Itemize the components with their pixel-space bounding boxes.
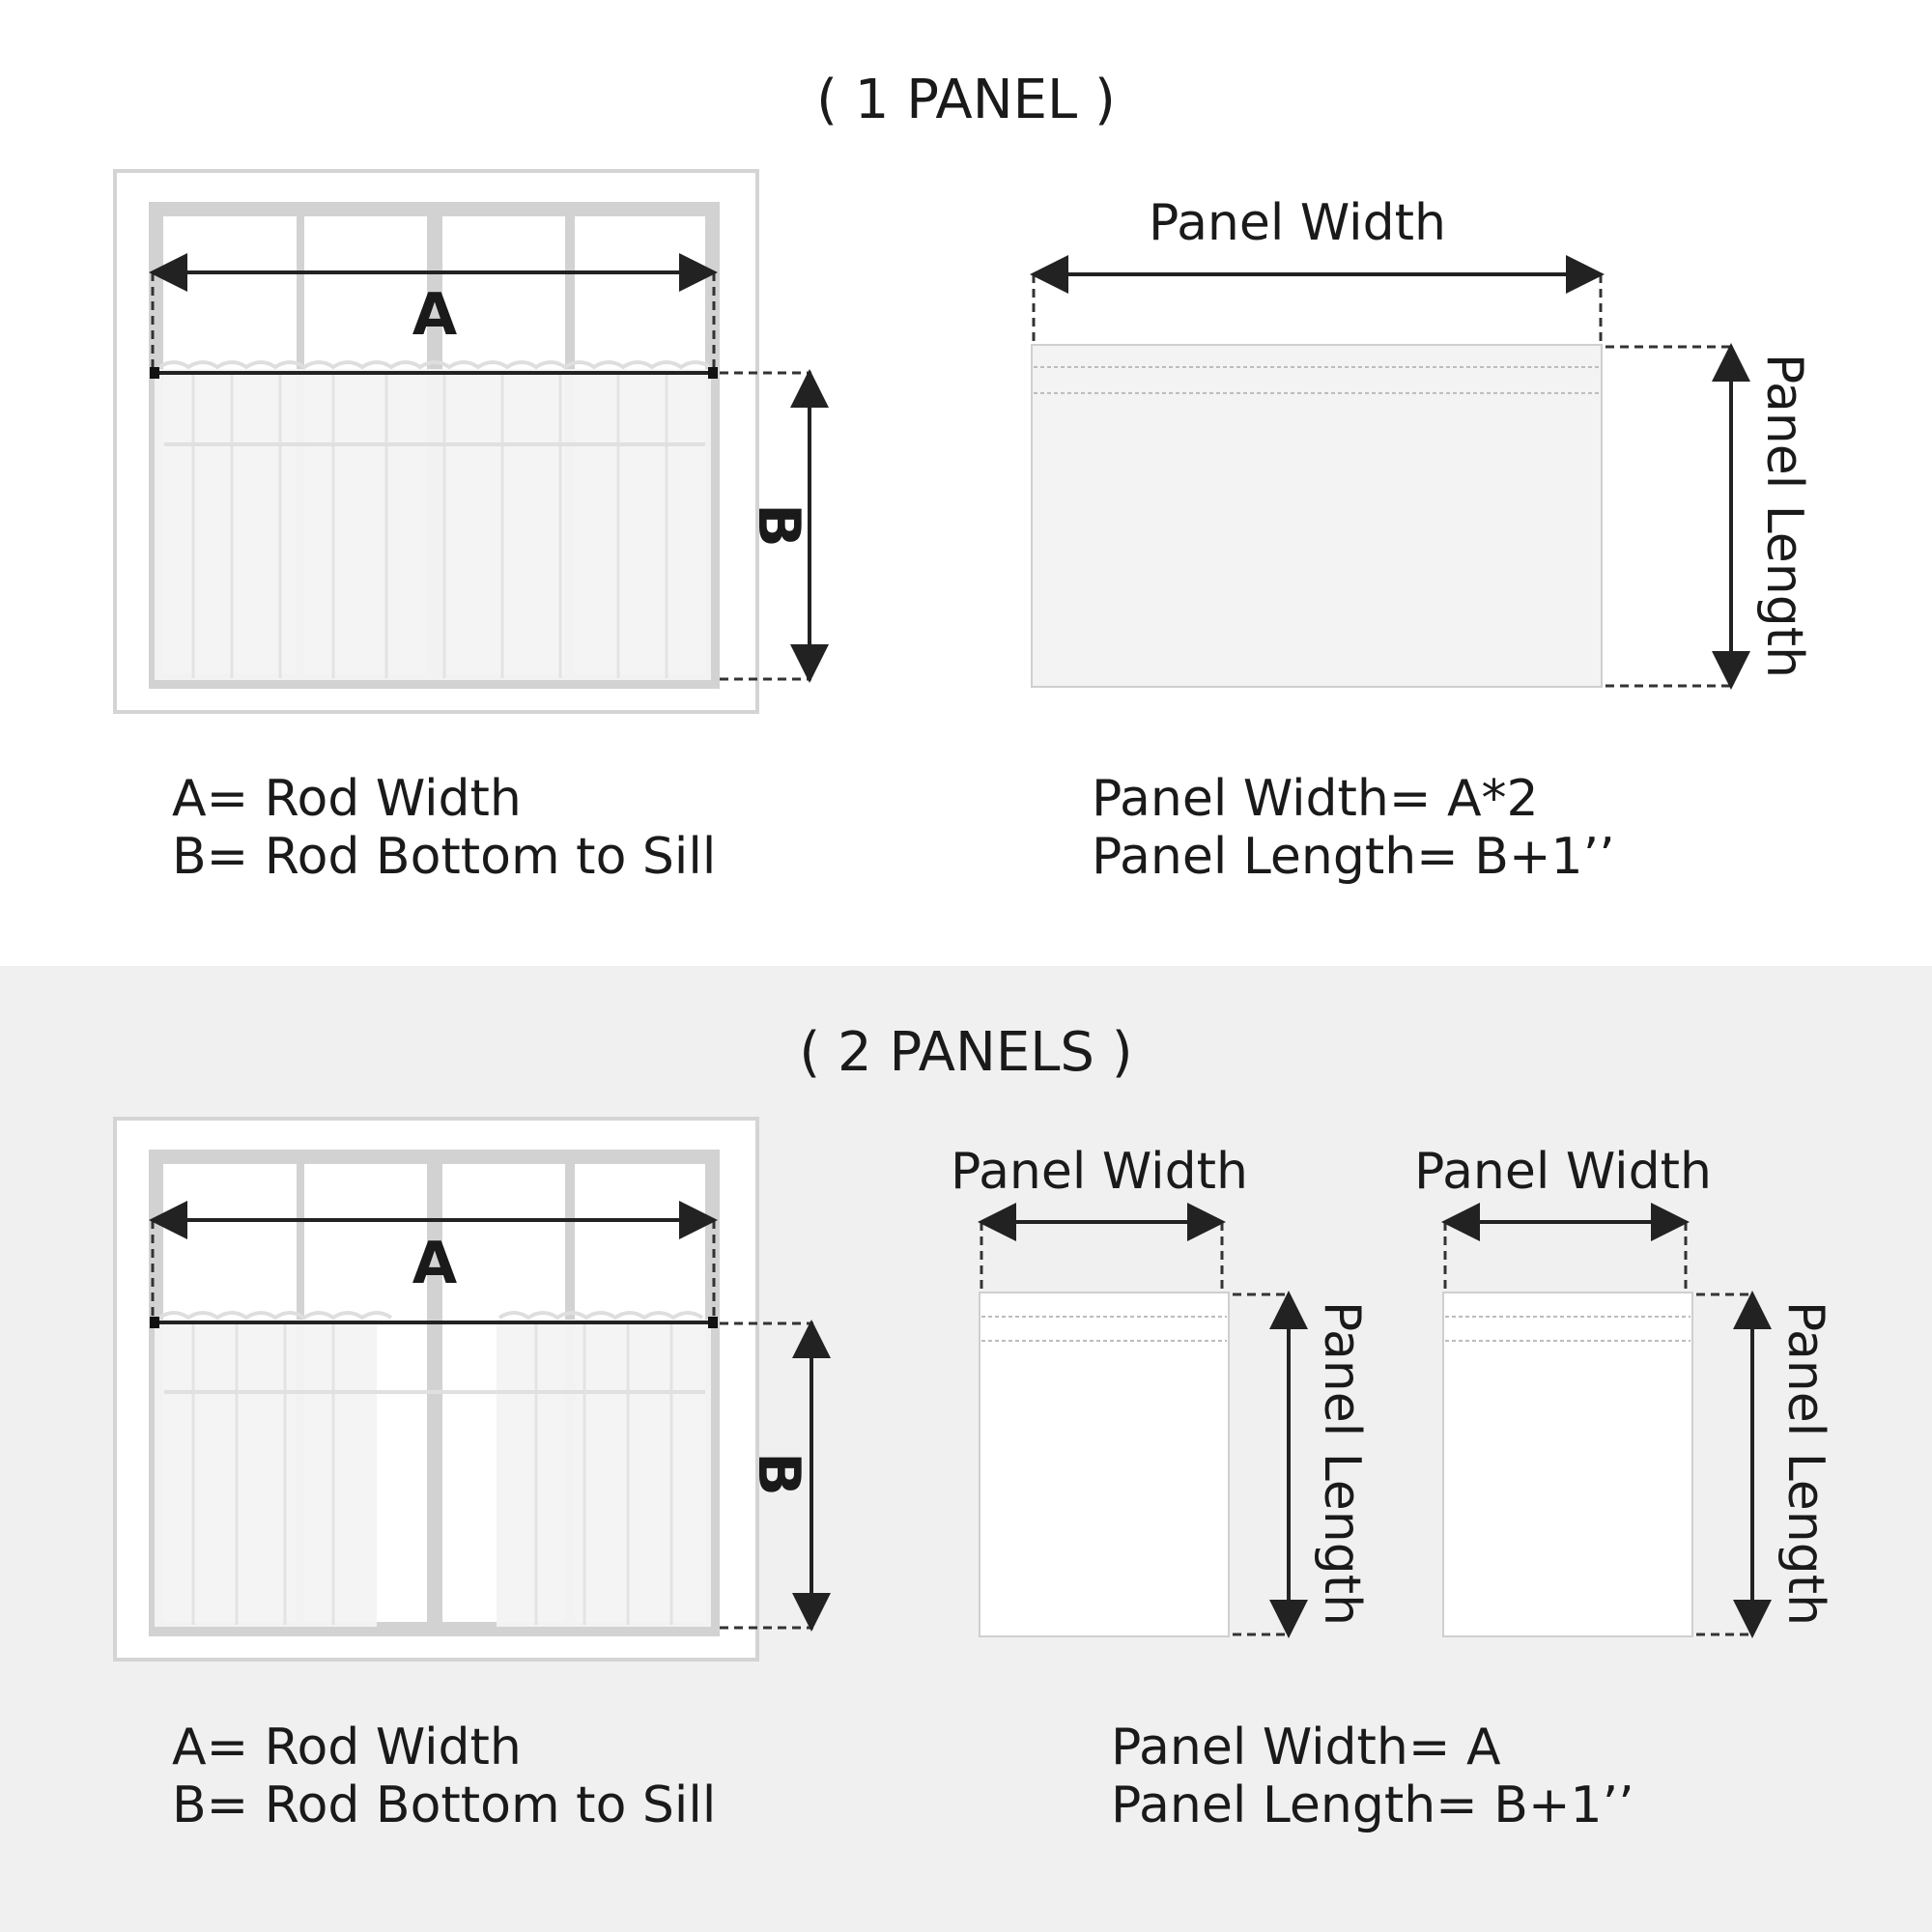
dimension-a-label-two: A xyxy=(412,1230,458,1297)
legend-line-b-one: B= Rod Bottom to Sill xyxy=(172,828,717,886)
formula-width-two: Panel Width= A xyxy=(1111,1719,1501,1776)
panel-width-label-two-right: Panel Width xyxy=(1414,1143,1712,1201)
section-two-heading: ( 2 PANELS ) xyxy=(799,1021,1133,1084)
dimension-b-label-two: B xyxy=(745,1452,812,1496)
formula-length-one: Panel Length= B+1’’ xyxy=(1092,828,1615,886)
legend-line-a-one: A= Rod Width xyxy=(172,770,522,828)
section-one-heading: ( 1 PANEL ) xyxy=(816,69,1116,131)
panel-length-label-two-left: Panel Length xyxy=(1313,1300,1371,1627)
legend-line-b-two: B= Rod Bottom to Sill xyxy=(172,1776,717,1834)
panel-width-label-two-left: Panel Width xyxy=(951,1143,1248,1201)
formula-length-two: Panel Length= B+1’’ xyxy=(1111,1776,1634,1834)
panel-length-label-two-right: Panel Length xyxy=(1776,1300,1834,1627)
panel-width-label-one: Panel Width xyxy=(1149,194,1446,252)
dimension-a-label-one: A xyxy=(412,281,458,349)
formula-width-one: Panel Width= A*2 xyxy=(1092,770,1539,828)
dimension-b-label-one: B xyxy=(745,503,812,548)
window-illustration-two xyxy=(115,1119,757,1660)
panel-length-label-one: Panel Length xyxy=(1755,353,1813,679)
window-illustration-one xyxy=(115,171,757,712)
curtain-panel-one xyxy=(1032,345,1602,687)
curtain-panel-two-left xyxy=(980,1293,1229,1636)
legend-line-a-two: A= Rod Width xyxy=(172,1719,522,1776)
curtain-panel-two-right xyxy=(1443,1293,1692,1636)
